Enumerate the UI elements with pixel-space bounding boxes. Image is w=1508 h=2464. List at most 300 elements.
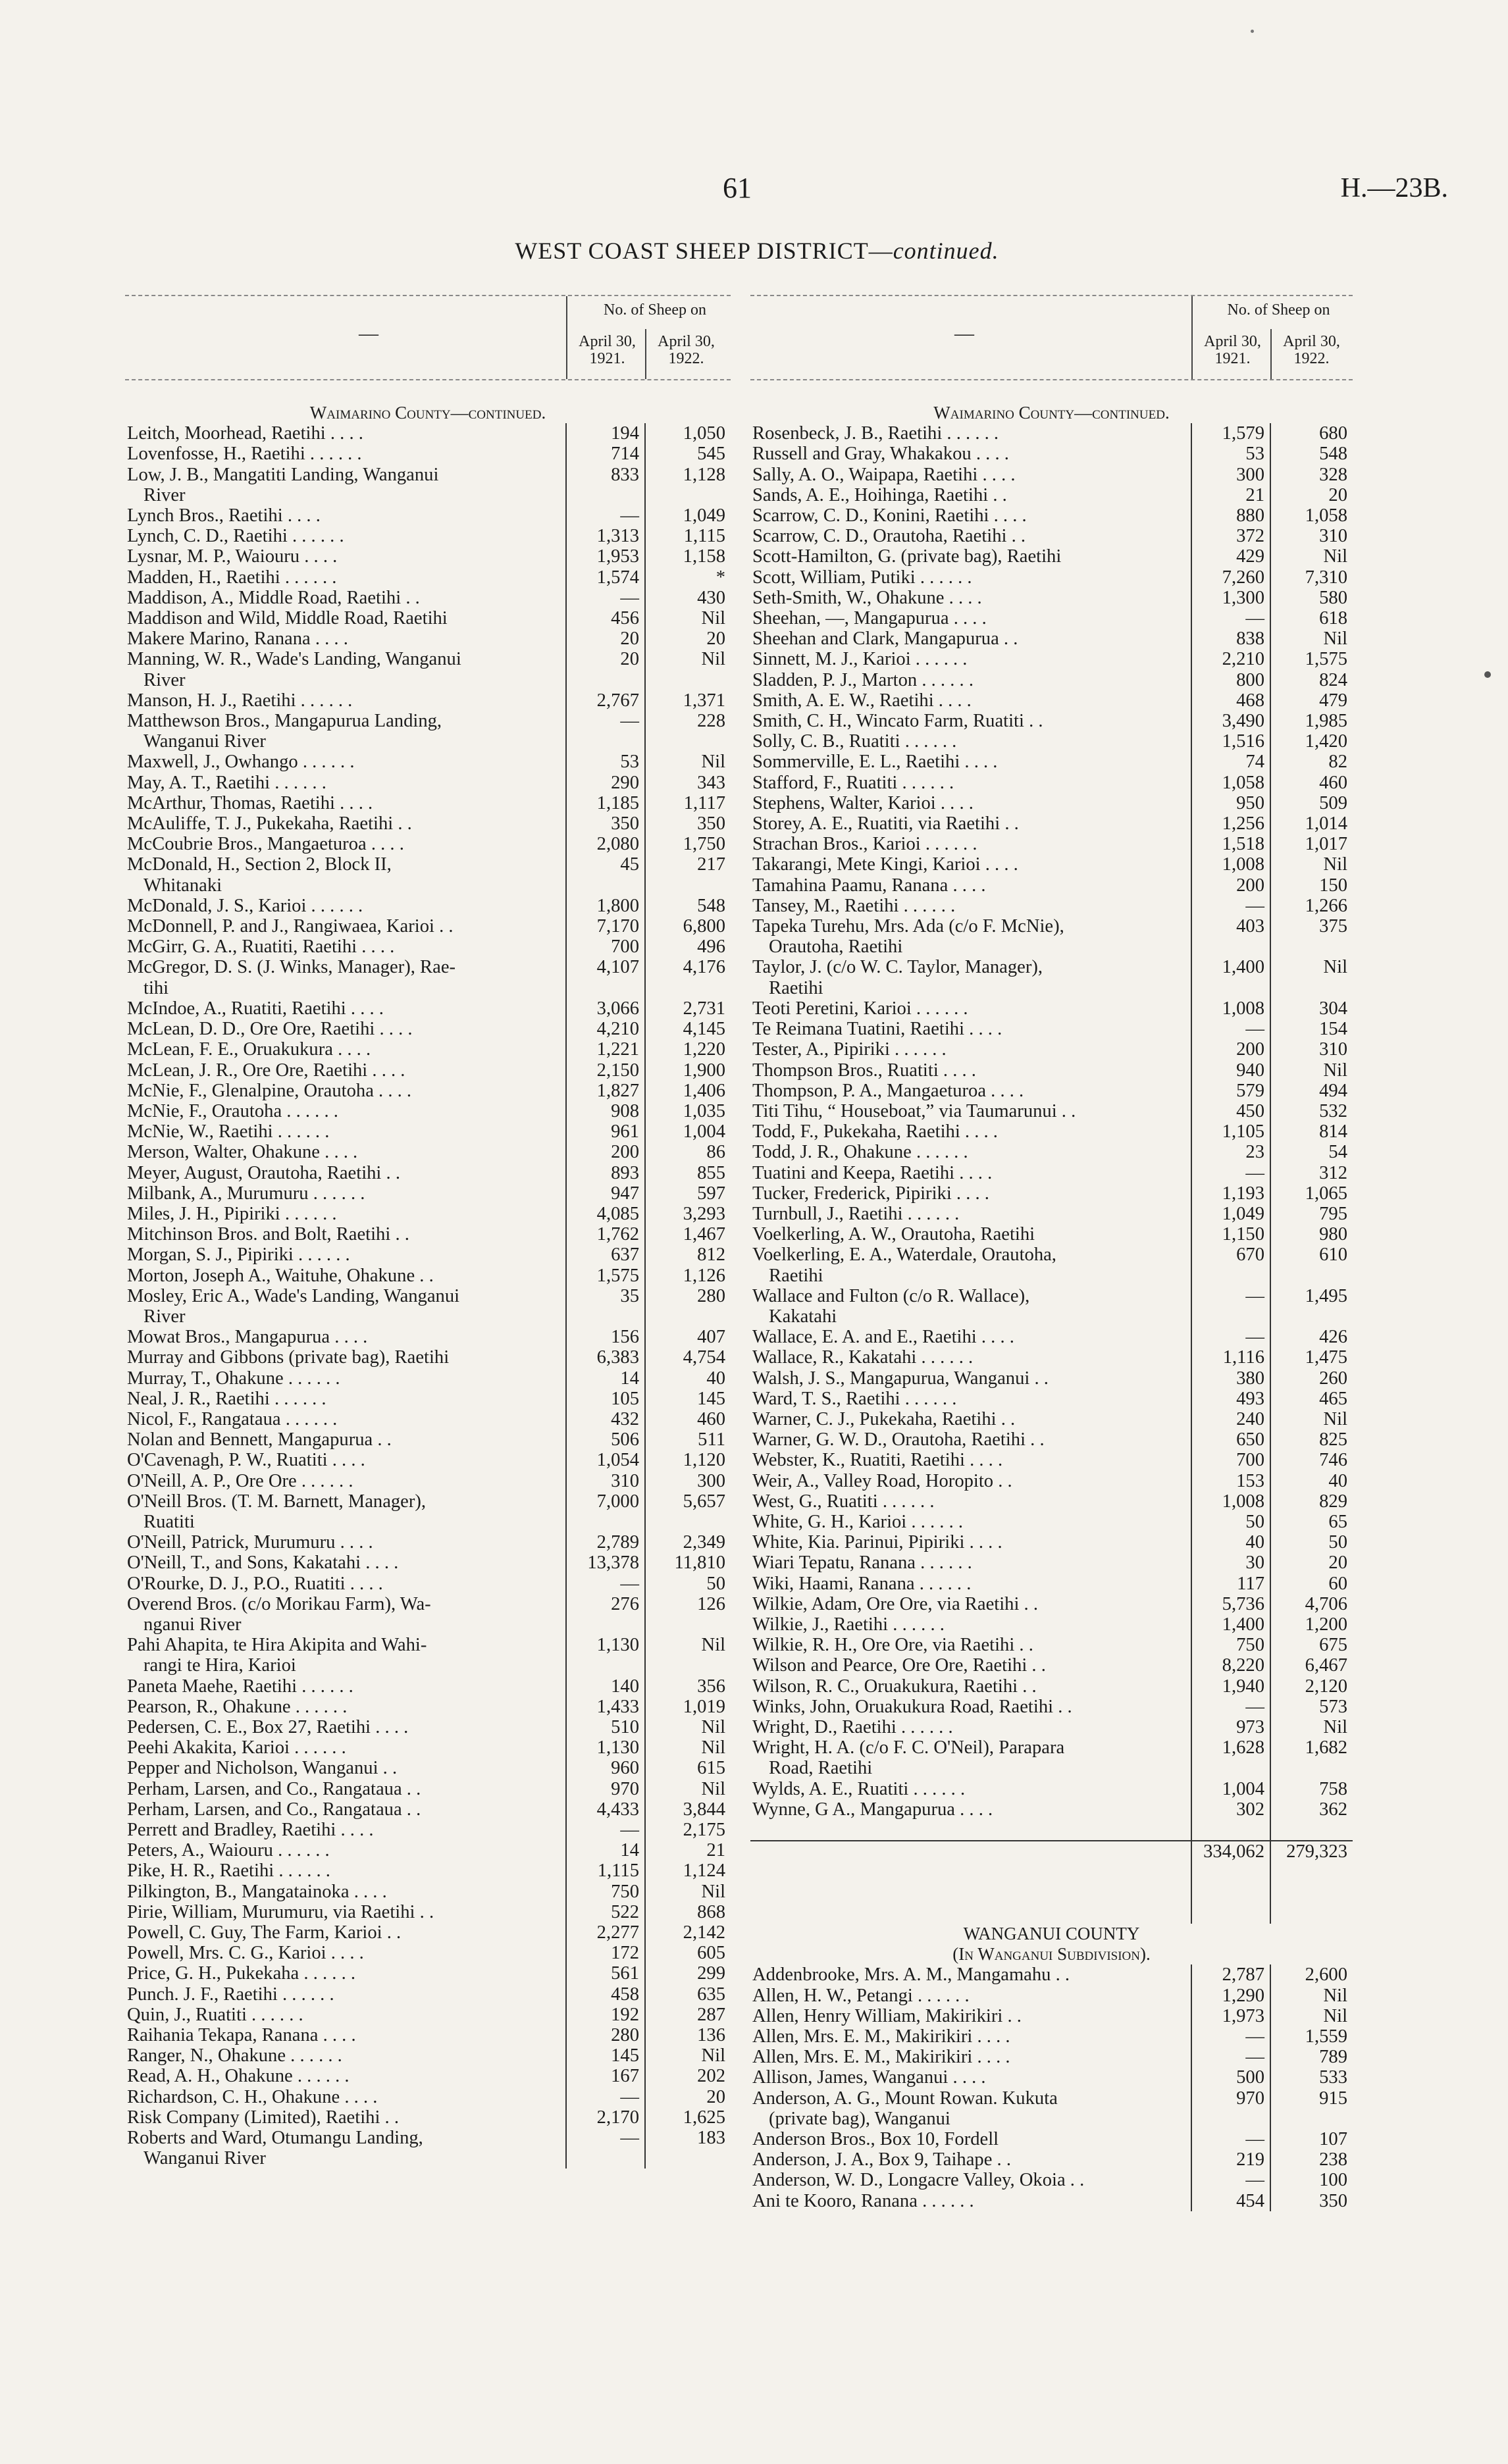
- table-row: [125, 1840, 731, 1861]
- sheep-1921: 2,277: [566, 1922, 645, 1943]
- sheep-1921: 380: [1191, 1368, 1270, 1389]
- sheep-1921: 947: [566, 1183, 645, 1204]
- table-row: [750, 1799, 1353, 1820]
- holder-name: Webster, K., Ruatiti, Raetihi . . . .: [752, 1450, 1003, 1471]
- table-row: [125, 2128, 731, 2148]
- holder-name: Voelkerling, E. A., Waterdale, Orautoha,: [752, 1245, 1056, 1266]
- holder-name: Todd, F., Pukekaha, Raetihi . . . .: [752, 1121, 998, 1142]
- sheep-1922: 2,142: [645, 1922, 731, 1943]
- sheep-1922: 1,014: [1270, 813, 1353, 834]
- sheep-1921: [1191, 1903, 1270, 1924]
- holder-name: Perrett and Bradley, Raetihi . . . .: [127, 1820, 374, 1841]
- section-heading: Waimarino County—continued.: [933, 403, 1170, 423]
- sheep-1921: 1,054: [566, 1450, 645, 1470]
- right-column-header: [750, 290, 1353, 382]
- sheep-1921: [1191, 1862, 1270, 1882]
- holder-name: Solly, C. B., Ruatiti . . . . . .: [752, 731, 957, 752]
- table-row: [125, 1922, 731, 1943]
- sheep-1921: 1,049: [1191, 1204, 1270, 1224]
- table-row: [125, 1491, 731, 1512]
- table-row: [750, 957, 1353, 977]
- sheep-1921: 1,574: [566, 567, 645, 588]
- sheep-1921: 4,107: [566, 957, 645, 977]
- holder-name: Tucker, Frederick, Pipiriki . . . .: [752, 1183, 989, 1204]
- sheep-1922: [1270, 1903, 1353, 1924]
- sheep-1921: 950: [1191, 793, 1270, 813]
- sheep-1922: 511: [645, 1429, 731, 1450]
- holder-name: Allison, James, Wanganui . . . .: [752, 2067, 986, 2088]
- sheep-1921: 1,400: [1191, 1614, 1270, 1635]
- table-row: [750, 465, 1353, 485]
- sheep-1922: 6,467: [1270, 1655, 1353, 1676]
- sheep-1922: 217: [645, 854, 731, 875]
- left-sheep-table: [125, 403, 731, 2169]
- table-row: [750, 834, 1353, 854]
- table-row: [750, 1635, 1353, 1655]
- table-row: [125, 690, 731, 711]
- table-row: [750, 649, 1353, 669]
- holder-name: May, A. T., Raetihi . . . . . .: [127, 772, 326, 793]
- holder-name: Addenbrooke, Mrs. A. M., Mangamahu . .: [752, 1964, 1070, 1986]
- sheep-1922: 1,220: [645, 1039, 731, 1060]
- section-heading-row: [750, 1944, 1353, 1964]
- table-row: [125, 2045, 731, 2066]
- sheep-1921: 334,062: [1191, 1841, 1270, 1862]
- table-row: [125, 1943, 731, 1963]
- sheep-1921: 456: [566, 608, 645, 629]
- sheep-1922: 21: [645, 1840, 731, 1861]
- sheep-1922: [645, 978, 731, 998]
- sheep-1922: 407: [645, 1327, 731, 1347]
- table-row: [750, 444, 1353, 464]
- table-row: [750, 505, 1353, 526]
- sheep-1922: Nil: [1270, 546, 1353, 567]
- holder-name: Wilkie, Adam, Ore Ore, via Raetihi . .: [752, 1593, 1038, 1614]
- sheep-1922: 310: [1270, 1039, 1353, 1060]
- holder-name: Sladden, P. J., Marton . . . . . .: [752, 669, 974, 690]
- holder-name: Mitchinson Bros. and Bolt, Raetihi . .: [127, 1224, 409, 1245]
- sheep-1922: 430: [645, 588, 731, 608]
- holder-name: Low, J. B., Mangatiti Landing, Wanganui: [127, 464, 439, 485]
- table-row: [750, 1779, 1353, 1799]
- table-row: [125, 1224, 731, 1245]
- holder-name: Scarrow, C. D., Konini, Raetihi . . . .: [752, 505, 1027, 526]
- holder-name: Nicol, F., Rangataua . . . . . .: [127, 1408, 338, 1429]
- sheep-1921: 506: [566, 1429, 645, 1450]
- holder-name: Warner, G. W. D., Orautoha, Raetihi . .: [752, 1429, 1045, 1450]
- sheep-1922: 1,495: [1270, 1286, 1353, 1306]
- sheep-1921: 3,066: [566, 998, 645, 1019]
- table-row: [125, 1389, 731, 1409]
- sheep-1921: 310: [566, 1471, 645, 1491]
- sheep-1922: Nil: [645, 649, 731, 669]
- holder-name: McNie, W., Raetihi . . . . . .: [127, 1121, 330, 1142]
- sheep-1921: 458: [566, 1984, 645, 2005]
- table-row: [750, 1471, 1353, 1491]
- holder-name: Nolan and Bennett, Mangapurua . .: [127, 1429, 392, 1450]
- sheep-1921: [1191, 1306, 1270, 1327]
- table-row: [125, 1121, 731, 1142]
- table-row: [125, 834, 731, 854]
- sheep-1921: 2,767: [566, 690, 645, 711]
- sheep-1922: 2,175: [645, 1820, 731, 1840]
- table-row: [750, 731, 1353, 752]
- holder-name: Meyer, August, Orautoha, Raetihi . .: [127, 1162, 400, 1183]
- holder-name: O'Neill, T., and Sons, Kakatahi . . . .: [127, 1553, 399, 1574]
- table-row: [125, 978, 731, 998]
- holder-name: Te Reimana Tuatini, Raetihi . . . .: [752, 1019, 1002, 1040]
- holder-name: Maddison, A., Middle Road, Raetihi . .: [127, 587, 420, 608]
- table-row: [125, 1512, 731, 1532]
- table-row: [125, 1204, 731, 1224]
- table-row: [750, 1389, 1353, 1409]
- sheep-1921: 156: [566, 1327, 645, 1347]
- holder-name: River: [143, 484, 186, 505]
- sheep-1922: 20: [1270, 485, 1353, 505]
- sheep-1922: 82: [1270, 752, 1353, 772]
- table-row: [750, 2067, 1353, 2088]
- table-row: [125, 957, 731, 977]
- holder-name: McLean, J. R., Ore Ore, Raetihi . . . .: [127, 1060, 405, 1081]
- sheep-1922: 1,065: [1270, 1183, 1353, 1204]
- table-row: [750, 1964, 1353, 1985]
- holder-name: Richardson, C. H., Ohakune . . . .: [127, 2086, 378, 2107]
- sheep-1921: 2,787: [1191, 1964, 1270, 1985]
- sheep-1922: [645, 1512, 731, 1532]
- sheep-1922: 1,117: [645, 793, 731, 813]
- sheep-1922: 40: [1270, 1471, 1353, 1491]
- sheep-1922: [1270, 1758, 1353, 1778]
- sheep-1922: 3,844: [645, 1799, 731, 1820]
- table-row: [750, 813, 1353, 834]
- sheep-1922: 1,017: [1270, 834, 1353, 854]
- sheep-1922: 1,625: [645, 2107, 731, 2128]
- sheep-1922: [645, 1614, 731, 1635]
- holder-name: White, Kia. Parinui, Pipiriki . . . .: [752, 1532, 1002, 1553]
- sheep-1922: 100: [1270, 2170, 1353, 2190]
- sheep-1922: Nil: [1270, 957, 1353, 977]
- sheep-1921: 1,256: [1191, 813, 1270, 834]
- sheep-1922: 494: [1270, 1081, 1353, 1101]
- sheep-1922: 573: [1270, 1697, 1353, 1717]
- sheep-1922: 3,293: [645, 1204, 731, 1224]
- table-row: [750, 2047, 1353, 2067]
- table-row: [750, 485, 1353, 505]
- sheep-1921: —: [1191, 1286, 1270, 1306]
- sheep-1921: 4,433: [566, 1799, 645, 1820]
- holder-name: Makere Marino, Ranana . . . .: [127, 629, 348, 650]
- table-row: [750, 875, 1353, 896]
- sheep-1921: 117: [1191, 1574, 1270, 1594]
- holder-name: McLean, D. D., Ore Ore, Raetihi . . . .: [127, 1019, 413, 1040]
- table-row: [750, 2149, 1353, 2170]
- table-row: [125, 1409, 731, 1429]
- holder-name: Mosley, Eric A., Wade's Landing, Wanganui: [127, 1285, 460, 1306]
- holder-name: Road, Raetihi: [769, 1758, 873, 1779]
- sheep-1921: 35: [566, 1286, 645, 1306]
- header-dash: —: [954, 322, 974, 344]
- holder-name: McDonald, H., Section 2, Block II,: [127, 854, 392, 875]
- sheep-1921: [566, 875, 645, 896]
- holder-name: Raetihi: [769, 977, 823, 998]
- table-row: [750, 1655, 1353, 1676]
- sheep-1922: 548: [1270, 444, 1353, 464]
- sheep-1922: 1,049: [645, 505, 731, 526]
- sheep-1921: 1,628: [1191, 1737, 1270, 1758]
- sheep-1921: 30: [1191, 1553, 1270, 1573]
- sheep-1921: —: [1191, 2047, 1270, 2067]
- holder-name: Sheehan, —, Mangapurua . . . .: [752, 608, 987, 629]
- table-row: [125, 1450, 731, 1470]
- table-row: [125, 1820, 731, 1840]
- sheep-1921: 961: [566, 1121, 645, 1142]
- sheep-1921: 880: [1191, 505, 1270, 526]
- sheep-1921: 240: [1191, 1409, 1270, 1429]
- sheep-1921: 14: [566, 1840, 645, 1861]
- sheep-1922: 746: [1270, 1450, 1353, 1470]
- table-row: [125, 1882, 731, 1902]
- holder-name: Quin, J., Ruatiti . . . . . .: [127, 2004, 303, 2025]
- table-row: [750, 1266, 1353, 1286]
- holder-name: Storey, A. E., Ruatiti, via Raetihi . .: [752, 813, 1019, 834]
- sheep-1922: 7,310: [1270, 567, 1353, 588]
- holder-name: Wilkie, R. H., Ore Ore, via Raetihi . .: [752, 1635, 1033, 1656]
- holder-name: Weir, A., Valley Road, Horopito . .: [752, 1470, 1012, 1491]
- sheep-1922: 795: [1270, 1204, 1353, 1224]
- holder-name: Matthewson Bros., Mangapurua Landing,: [127, 711, 442, 732]
- holder-name: Wiki, Haami, Ranana . . . . . .: [752, 1573, 972, 1594]
- sheep-1922: Nil: [645, 2045, 731, 2066]
- sheep-1922: Nil: [645, 1737, 731, 1758]
- holder-name: Ruatiti: [143, 1511, 195, 1532]
- sheep-1921: 4,085: [566, 1204, 645, 1224]
- holder-name: Walsh, J. S., Mangapurua, Wanganui . .: [752, 1368, 1049, 1389]
- holder-name: Anderson, J. A., Box 9, Taihape . .: [752, 2149, 1011, 2170]
- holder-name: Todd, J. R., Ohakune . . . . . .: [752, 1142, 968, 1163]
- sheep-1922: 312: [1270, 1163, 1353, 1183]
- holder-name: Perham, Larsen, and Co., Rangataua . .: [127, 1778, 421, 1799]
- holder-name: Sheehan and Clark, Mangapurua . .: [752, 629, 1018, 650]
- table-row: [750, 1574, 1353, 1594]
- table-row: [125, 2005, 731, 2025]
- sheep-1922: 228: [645, 711, 731, 731]
- table-row: [750, 690, 1353, 711]
- sheep-1922: 1,682: [1270, 1737, 1353, 1758]
- holder-name: Lysnar, M. P., Waiouru . . . .: [127, 546, 338, 567]
- sheep-1921: [1191, 1883, 1270, 1903]
- sheep-1922: Nil: [645, 608, 731, 629]
- sheep-1922: Nil: [1270, 1986, 1353, 2006]
- sheep-1921: 1,221: [566, 1039, 645, 1060]
- sheep-1922: 202: [645, 2066, 731, 2086]
- table-row: [125, 793, 731, 813]
- holder-name: Orautoha, Raetihi: [769, 937, 903, 958]
- sheep-1921: 153: [1191, 1471, 1270, 1491]
- sheep-1921: 1,575: [566, 1266, 645, 1286]
- holder-name: Teoti Peretini, Karioi . . . . . .: [752, 998, 968, 1019]
- table-row: [125, 1060, 731, 1081]
- sheep-1922: 126: [645, 1594, 731, 1614]
- table-row: [125, 731, 731, 752]
- sheep-1921: 700: [1191, 1450, 1270, 1470]
- sheep-1921: 1,518: [1191, 834, 1270, 854]
- header-top-label: No. of Sheep on: [604, 301, 706, 319]
- holder-name: O'Cavenagh, P. W., Ruatiti . . . .: [127, 1450, 365, 1471]
- holder-name: nganui River: [143, 1614, 242, 1635]
- sheep-1921: 468: [1191, 690, 1270, 711]
- sheep-1922: 1,985: [1270, 711, 1353, 731]
- table-row: [750, 1142, 1353, 1162]
- table-row: [125, 526, 731, 546]
- table-row: [125, 1019, 731, 1039]
- sheep-1921: 1,105: [1191, 1121, 1270, 1142]
- holder-name: Paneta Maehe, Raetihi . . . . . .: [127, 1676, 353, 1697]
- sheep-1922: 758: [1270, 1779, 1353, 1799]
- sheep-1921: —: [1191, 2026, 1270, 2047]
- table-row: [125, 1327, 731, 1347]
- holder-name: Ranger, N., Ohakune . . . . . .: [127, 2045, 342, 2066]
- table-row: [750, 937, 1353, 957]
- holder-name: [750, 1841, 1191, 1862]
- table-row: [125, 1984, 731, 2005]
- holder-name: Tester, A., Pipiriki . . . . . .: [752, 1039, 947, 1060]
- holder-name: Raetihi: [769, 1265, 823, 1286]
- sheep-1922: 1,058: [1270, 505, 1353, 526]
- holder-name: Milbank, A., Murumuru . . . . . .: [127, 1183, 365, 1204]
- holder-name: Sands, A. E., Hoihinga, Raetihi . .: [752, 484, 1007, 505]
- sheep-1922: 532: [1270, 1101, 1353, 1121]
- sheep-1922: 533: [1270, 2067, 1353, 2088]
- sheep-1921: 219: [1191, 2149, 1270, 2170]
- sheep-1921: —: [1191, 896, 1270, 916]
- sheep-1921: 8,220: [1191, 1655, 1270, 1676]
- table-row: [750, 567, 1353, 588]
- table-row: [125, 773, 731, 793]
- sheep-1921: 800: [1191, 670, 1270, 690]
- holder-name: Tamahina Paamu, Ranana . . . .: [752, 875, 986, 896]
- holder-name: McGirr, G. A., Ruatiti, Raetihi . . . .: [127, 937, 395, 958]
- sheep-1921: 1,762: [566, 1224, 645, 1245]
- table-row: [125, 1574, 731, 1594]
- holder-name: Warner, C. J., Pukekaha, Raetihi . .: [752, 1408, 1016, 1429]
- table-row: [750, 2191, 1353, 2211]
- title-continued: continued.: [893, 238, 999, 264]
- table-row: [750, 1903, 1353, 1924]
- sheep-1922: 154: [1270, 1019, 1353, 1039]
- table-row: [125, 1737, 731, 1758]
- holder-name: Morgan, S. J., Pipiriki . . . . . .: [127, 1245, 350, 1266]
- total-row: [750, 1841, 1353, 1862]
- sheep-1922: 868: [645, 1902, 731, 1922]
- sheep-1921: 172: [566, 1943, 645, 1963]
- holder-name: Titi Tihu, “ Houseboat,” via Taumarunui . .: [752, 1100, 1076, 1121]
- sheep-1922: [645, 731, 731, 752]
- table-row: [125, 629, 731, 649]
- holder-name: Wallace and Fulton (c/o R. Wallace),: [752, 1285, 1030, 1306]
- sheep-1921: 1,516: [1191, 731, 1270, 752]
- sheep-1922: [1270, 937, 1353, 957]
- sheep-1922: 1,200: [1270, 1614, 1353, 1635]
- holder-name: Takarangi, Mete Kingi, Karioi . . . .: [752, 854, 1018, 875]
- table-row: [125, 1306, 731, 1327]
- sheep-1922: 580: [1270, 588, 1353, 608]
- sheep-1922: 4,706: [1270, 1594, 1353, 1614]
- holder-name: Tuatini and Keepa, Raetihi . . . .: [752, 1162, 993, 1183]
- sheep-1922: 362: [1270, 1799, 1353, 1820]
- sheep-1922: 1,900: [645, 1060, 731, 1081]
- sheep-1922: 2,120: [1270, 1676, 1353, 1697]
- holder-name: Lynch, C. D., Raetihi . . . . . .: [127, 526, 344, 547]
- sheep-1922: 2,731: [645, 998, 731, 1019]
- holder-name: (private bag), Wanganui: [769, 2108, 950, 2129]
- sheep-1921: [1191, 1266, 1270, 1286]
- holder-name: Merson, Walter, Ohakune . . . .: [127, 1142, 358, 1163]
- holder-name: Sinnett, M. J., Karioi . . . . . .: [752, 649, 968, 670]
- table-row: [750, 1081, 1353, 1101]
- section-heading: Waimarino County—continued.: [309, 403, 546, 423]
- sheep-1922: 1,266: [1270, 896, 1353, 916]
- sheep-1921: 650: [1191, 1429, 1270, 1450]
- sheep-1921: 350: [566, 813, 645, 834]
- table-row: [750, 916, 1353, 937]
- sheep-1922: 150: [1270, 875, 1353, 896]
- table-row: [125, 916, 731, 937]
- sheep-1922: [1270, 1266, 1353, 1286]
- sheep-1921: [1191, 937, 1270, 957]
- table-row: [750, 1614, 1353, 1635]
- sheep-1921: 276: [566, 1594, 645, 1614]
- sheep-1922: 136: [645, 2025, 731, 2045]
- holder-name: Wilson, R. C., Oruakukura, Raetihi . .: [752, 1676, 1037, 1697]
- table-row: [750, 1429, 1353, 1450]
- sheep-1922: [1270, 978, 1353, 998]
- sheep-1922: 1,126: [645, 1266, 731, 1286]
- holder-name: O'Rourke, D. J., P.O., Ruatiti . . . .: [127, 1573, 383, 1594]
- sheep-1922: 2,600: [1270, 1964, 1353, 1985]
- sheep-1921: [1191, 1820, 1270, 1841]
- sheep-1921: 280: [566, 2025, 645, 2045]
- holder-name: Overend Bros. (c/o Morikau Farm), Wa-: [127, 1593, 431, 1614]
- holder-name: McIndoe, A., Ruatiti, Raetihi . . . .: [127, 998, 384, 1019]
- table-row: [750, 670, 1353, 690]
- table-row: [750, 608, 1353, 629]
- table-row: [125, 1614, 731, 1635]
- sheep-1922: 548: [645, 896, 731, 916]
- holder-name: Scott-Hamilton, G. (private bag), Raetihi: [752, 546, 1062, 567]
- holder-name: Allen, Mrs. E. M., Makirikiri . . . .: [752, 2047, 1010, 2068]
- sheep-1922: [645, 875, 731, 896]
- table-row: [125, 1429, 731, 1450]
- table-row: [750, 2088, 1353, 2109]
- sheep-1921: 1,827: [566, 1081, 645, 1101]
- sheep-1921: 1,008: [1191, 998, 1270, 1019]
- sheep-1922: 2,349: [645, 1532, 731, 1553]
- table-row: [750, 711, 1353, 731]
- holder-name: Read, A. H., Ohakune . . . . . .: [127, 2066, 350, 2087]
- holder-name: Price, G. H., Pukekaha . . . . . .: [127, 1963, 356, 1984]
- sheep-1921: 200: [1191, 1039, 1270, 1060]
- sheep-1921: [1191, 1758, 1270, 1778]
- sheep-1921: 4,210: [566, 1019, 645, 1039]
- sheep-1921: 1,058: [1191, 773, 1270, 793]
- sheep-1921: 40: [1191, 1532, 1270, 1553]
- holder-name: River: [143, 669, 186, 690]
- table-row: [750, 546, 1353, 567]
- table-row: [125, 1266, 731, 1286]
- sheep-1922: 4,754: [645, 1347, 731, 1368]
- sheep-1921: 637: [566, 1245, 645, 1265]
- table-row: [750, 1039, 1353, 1060]
